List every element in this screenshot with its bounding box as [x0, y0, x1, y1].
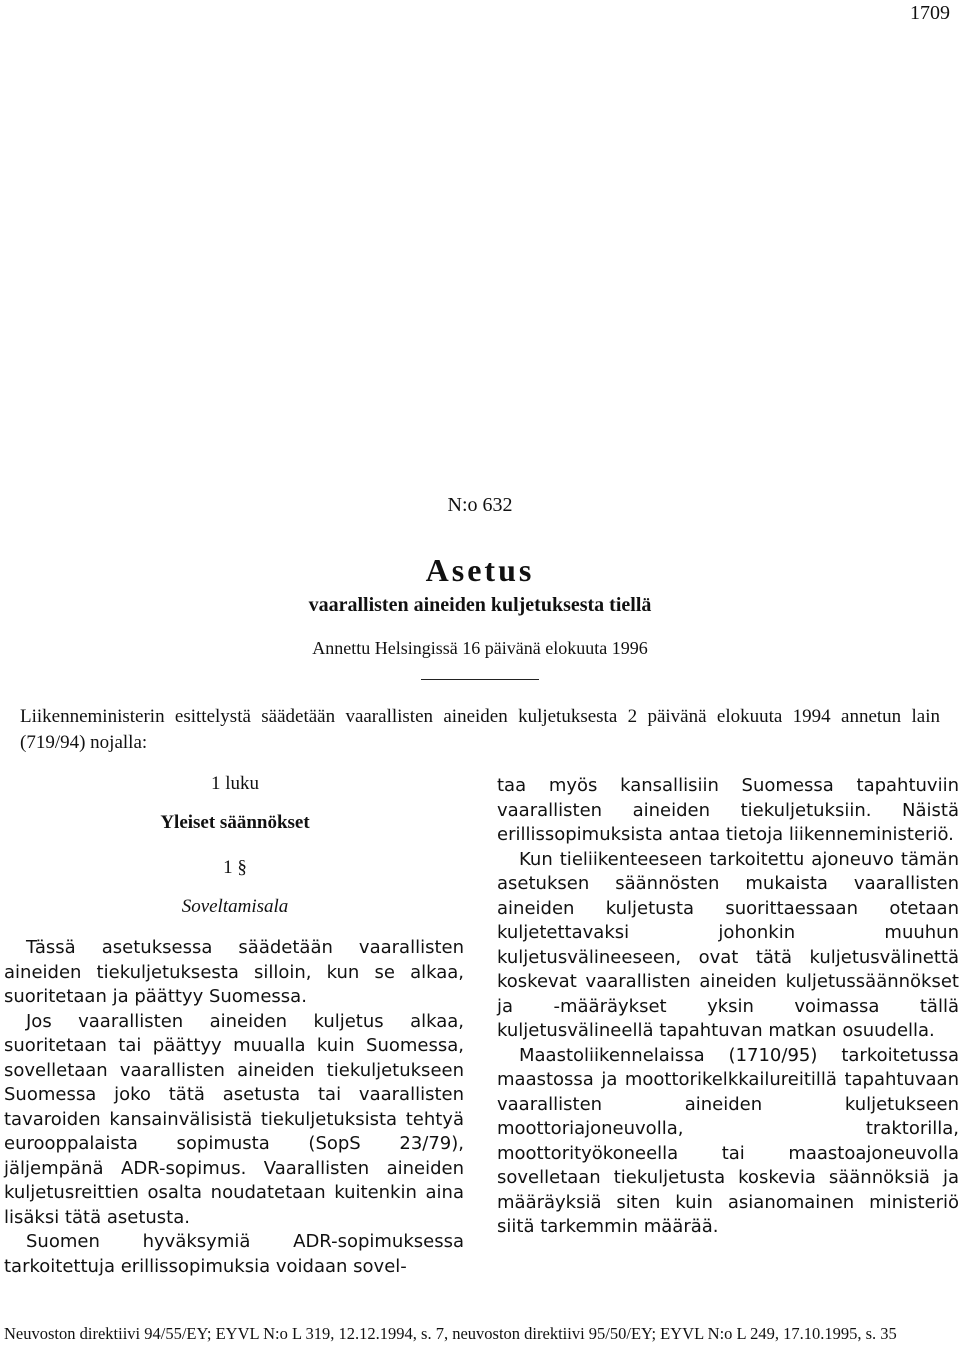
left-column: [4, 936, 464, 1279]
right-column: [497, 774, 959, 1240]
paragraph: Kun tieliikenteeseen tarkoitettu ajoneuvo tämän asetuksen säännösten mukaista vaarallisten aineiden kuljetusta suorittaessaan otetaan kuljetettavaksi johonkin muuhun kuljetusvälineeseen, ovat tätä kuljetusvälinettä koskevat vaarallisten aineiden kuljetussäännökset ja -määräykset yksin voimassa tällä kuljetusvälineellä tapahtuvan matkan osuudella.: [497, 848, 959, 1041]
section-title: Soveltamisala: [181, 896, 289, 917]
given-date-line: Annettu Helsingissä 16 päivänä elokuuta 1996: [312, 638, 648, 658]
paragraph: Jos vaarallisten aineiden kuljetus alkaa, suoritetaan tai päättyy muualla kuin Suomessa, sovelletaan vaarallisten aineiden tiekuljetukseen Suomessa joko tätä asetusta tai vaarallisten tavaroiden kansainvälisistä tiekuljetuksista tehtyä eurooppalaista sopimusta (SopS 23/79), jäljempänä ADR-sopimus. Vaarallisten aineiden kuljetusreittien osalta noudatetaan kuitenkin aina lisäksi tätä asetusta.: [4, 1010, 464, 1228]
paragraph: taa myös kansallisiin Suomessa tapahtuviin vaarallisten aineiden tiekuljetuksiin. Näistä erillissopimuksista antaa tietoja liikenneministeriö.: [497, 775, 959, 845]
chapter-title: Yleiset säännökset: [160, 812, 310, 833]
title-divider: [421, 679, 539, 680]
paragraph: Suomen hyväksymiä ADR-sopimuksessa tarkoitettuja erillissopimuksia voidaan sovel-: [4, 1231, 464, 1277]
preamble: Liikenneministerin esittelystä säädetään vaarallisten aineiden kuljetuksesta 2 päivänä elokuuta 1994 annetun lain (719/94) nojalla:: [20, 706, 940, 753]
chapter-number: 1 luku: [210, 773, 260, 794]
section-number: 1 §: [223, 857, 247, 878]
document-subtitle: vaarallisten aineiden kuljetuksesta tiellä: [308, 594, 652, 616]
page-number: 1709: [910, 2, 950, 24]
document-title: Asetus: [425, 552, 535, 588]
paragraph: Maastoliikennelaissa (1710/95) tarkoitetussa maastossa ja moottorikelkkailureitillä tapahtuvaan vaarallisten aineiden kuljetukseen moottoriajoneuvolla, traktorilla, moottorityökoneella tai maastoajoneuvolla sovelletaan tiekuljetusta koskevia säännöksiä ja määräyksiä siten kuin asianomainen ministeriö siitä tarkemmin määrää.: [497, 1044, 959, 1237]
paragraph: Tässä asetuksessa säädetään vaarallisten aineiden tiekuljetuksesta silloin, kun se alkaa, suoritetaan ja päättyy Suomessa.: [4, 937, 464, 1007]
footnote: Neuvoston direktiivi 94/55/EY; EYVL N:o L 319, 12.12.1994, s. 7, neuvoston direktiivi 95/50/EY; EYVL N:o L 249, 17.10.1995, s. 35: [4, 1324, 897, 1343]
statute-number: N:o 632: [447, 494, 513, 516]
